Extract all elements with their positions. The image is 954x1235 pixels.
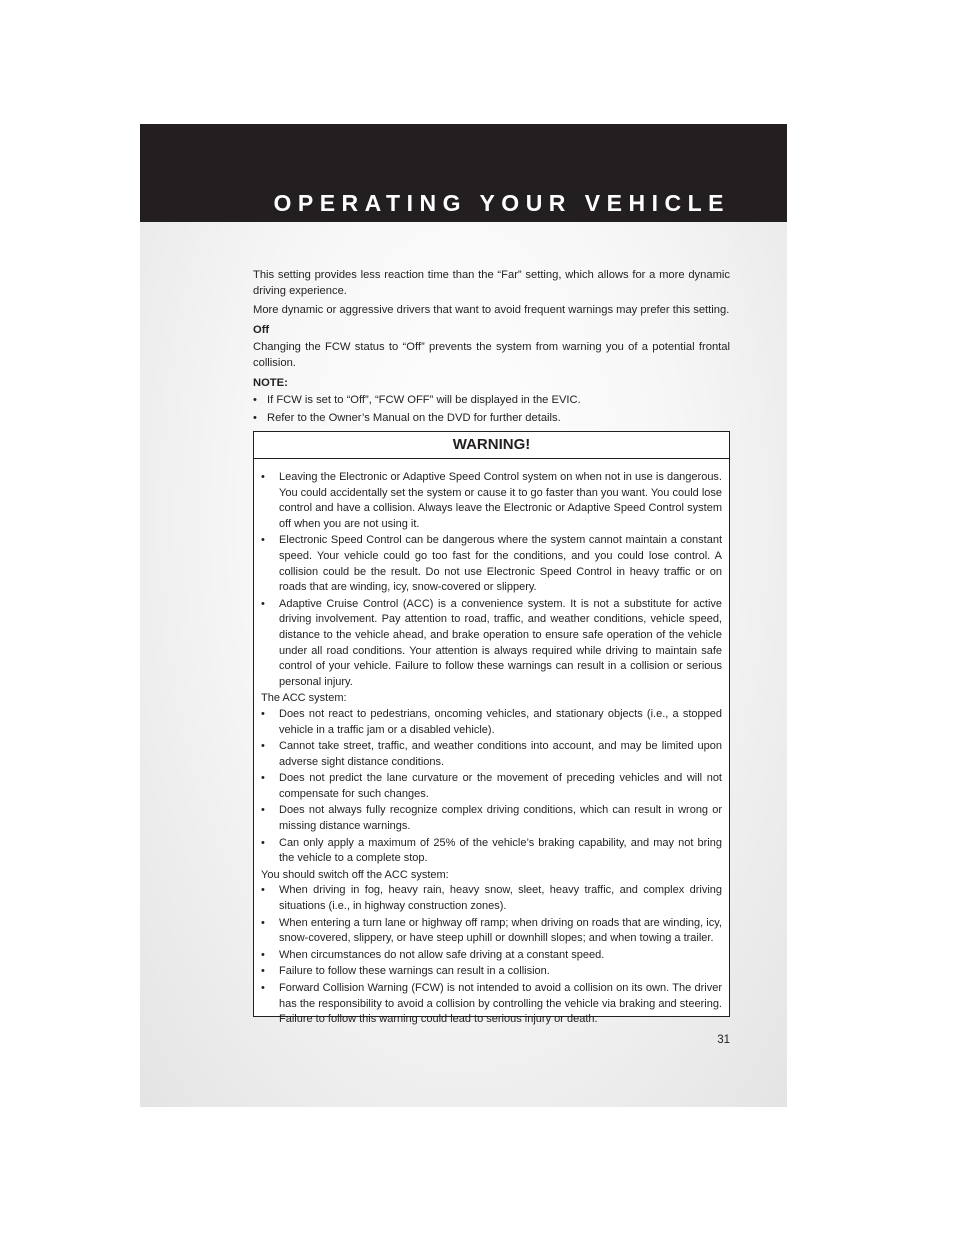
warning-item: • Electronic Speed Control can be dangerous where the system cannot maintain a constant speed. Your vehicle could go too fast for the conditions, and you could lose control. A collision could be the result. Do not use Electronic Speed Control in heavy traffic or on roads that are winding, icy, snow-covered or slippery. <box>261 533 722 595</box>
warning-item: • Forward Collision Warning (FCW) is not intended to avoid a collision on its own. The driver has the responsibility to avoid a collision by controlling the vehicle via braking and steering. Failure to follow this warning could lead to serious injury or death. <box>261 981 722 1028</box>
warning-list-speed-control <box>261 470 722 690</box>
warning-item: • Can only apply a maximum of 25% of the vehicle’s braking capability, and may not bring the vehicle to a complete stop. <box>261 836 722 867</box>
off-heading: Off <box>253 323 270 336</box>
warning-body <box>254 459 729 1028</box>
warning-item: • Does not always fully recognize complex driving conditions, which can result in wrong or missing distance warnings. <box>261 803 722 834</box>
warning-list-switch-off <box>261 883 722 1027</box>
warning-item: • Adaptive Cruise Control (ACC) is a convenience system. It is not a substitute for active driving involvement. Pay attention to road, traffic, and weather conditions, vehicle speed, distance to the vehicle ahead, and brake operation to ensure safe operation of the vehicle under all road conditions. Your attention is always required while driving to maintain safe control of your vehicle. Failure to follow these warnings can result in a collision or serious personal injury. <box>261 597 722 691</box>
warning-title: WARNING! <box>254 432 729 459</box>
manual-page <box>140 124 787 1107</box>
off-paragraph: Changing the FCW status to “Off” prevents the system from warning you of a potential frontal collision. <box>253 341 730 369</box>
warning-item: • Leaving the Electronic or Adaptive Speed Control system on when not in use is dangerous. You could accidentally set the system or cause it to go faster than you want. You could lose control and have a collision. Always leave the Electronic or Adaptive Speed Control system off when you are not using it. <box>261 470 722 532</box>
page-number: 31 <box>717 1034 730 1046</box>
warning-item: • When entering a turn lane or highway off ramp; when driving on roads that are winding, icy, snow-covered, slippery, or have steep uphill or downhill slopes; and when towing a trailer. <box>261 916 722 947</box>
intro-paragraph-2: More dynamic or aggressive drivers that want to avoid frequent warnings may prefer this setting. <box>253 304 730 317</box>
acc-system-label: The ACC system: <box>261 692 347 705</box>
section-title: OPERATING YOUR VEHICLE <box>273 190 730 216</box>
intro-text <box>253 268 730 428</box>
warning-list-acc-limits <box>261 707 722 867</box>
warning-item: • Does not predict the lane curvature or the movement of preceding vehicles and will not compensate for such changes. <box>261 771 722 802</box>
warning-item: • Failure to follow these warnings can result in a collision. <box>261 964 722 980</box>
warning-item: • Does not react to pedestrians, oncoming vehicles, and stationary objects (i.e., a stopped vehicle in a traffic jam or a disabled vehicle). <box>261 707 722 738</box>
intro-paragraph-1: This setting provides less reaction time than the “Far” setting, which allows for a more dynamic driving experience. <box>253 269 730 297</box>
warning-item: • When circumstances do not allow safe driving at a constant speed. <box>261 948 722 964</box>
section-header <box>140 124 787 222</box>
note-item: • If FCW is set to “Off”, “FCW OFF” will be displayed in the EVIC. <box>253 393 730 409</box>
warning-item: • Cannot take street, traffic, and weather conditions into account, and may be limited upon adverse sight distance conditions. <box>261 739 722 770</box>
warning-item: • When driving in fog, heavy rain, heavy snow, sleet, heavy traffic, and complex driving situations (i.e., in highway construction zones). <box>261 883 722 914</box>
note-item: • Refer to the Owner’s Manual on the DVD for further details. <box>253 411 730 427</box>
note-list <box>253 393 730 426</box>
switch-off-label: You should switch off the ACC system: <box>261 868 449 881</box>
note-heading: NOTE: <box>253 376 288 389</box>
warning-box <box>253 431 730 1026</box>
